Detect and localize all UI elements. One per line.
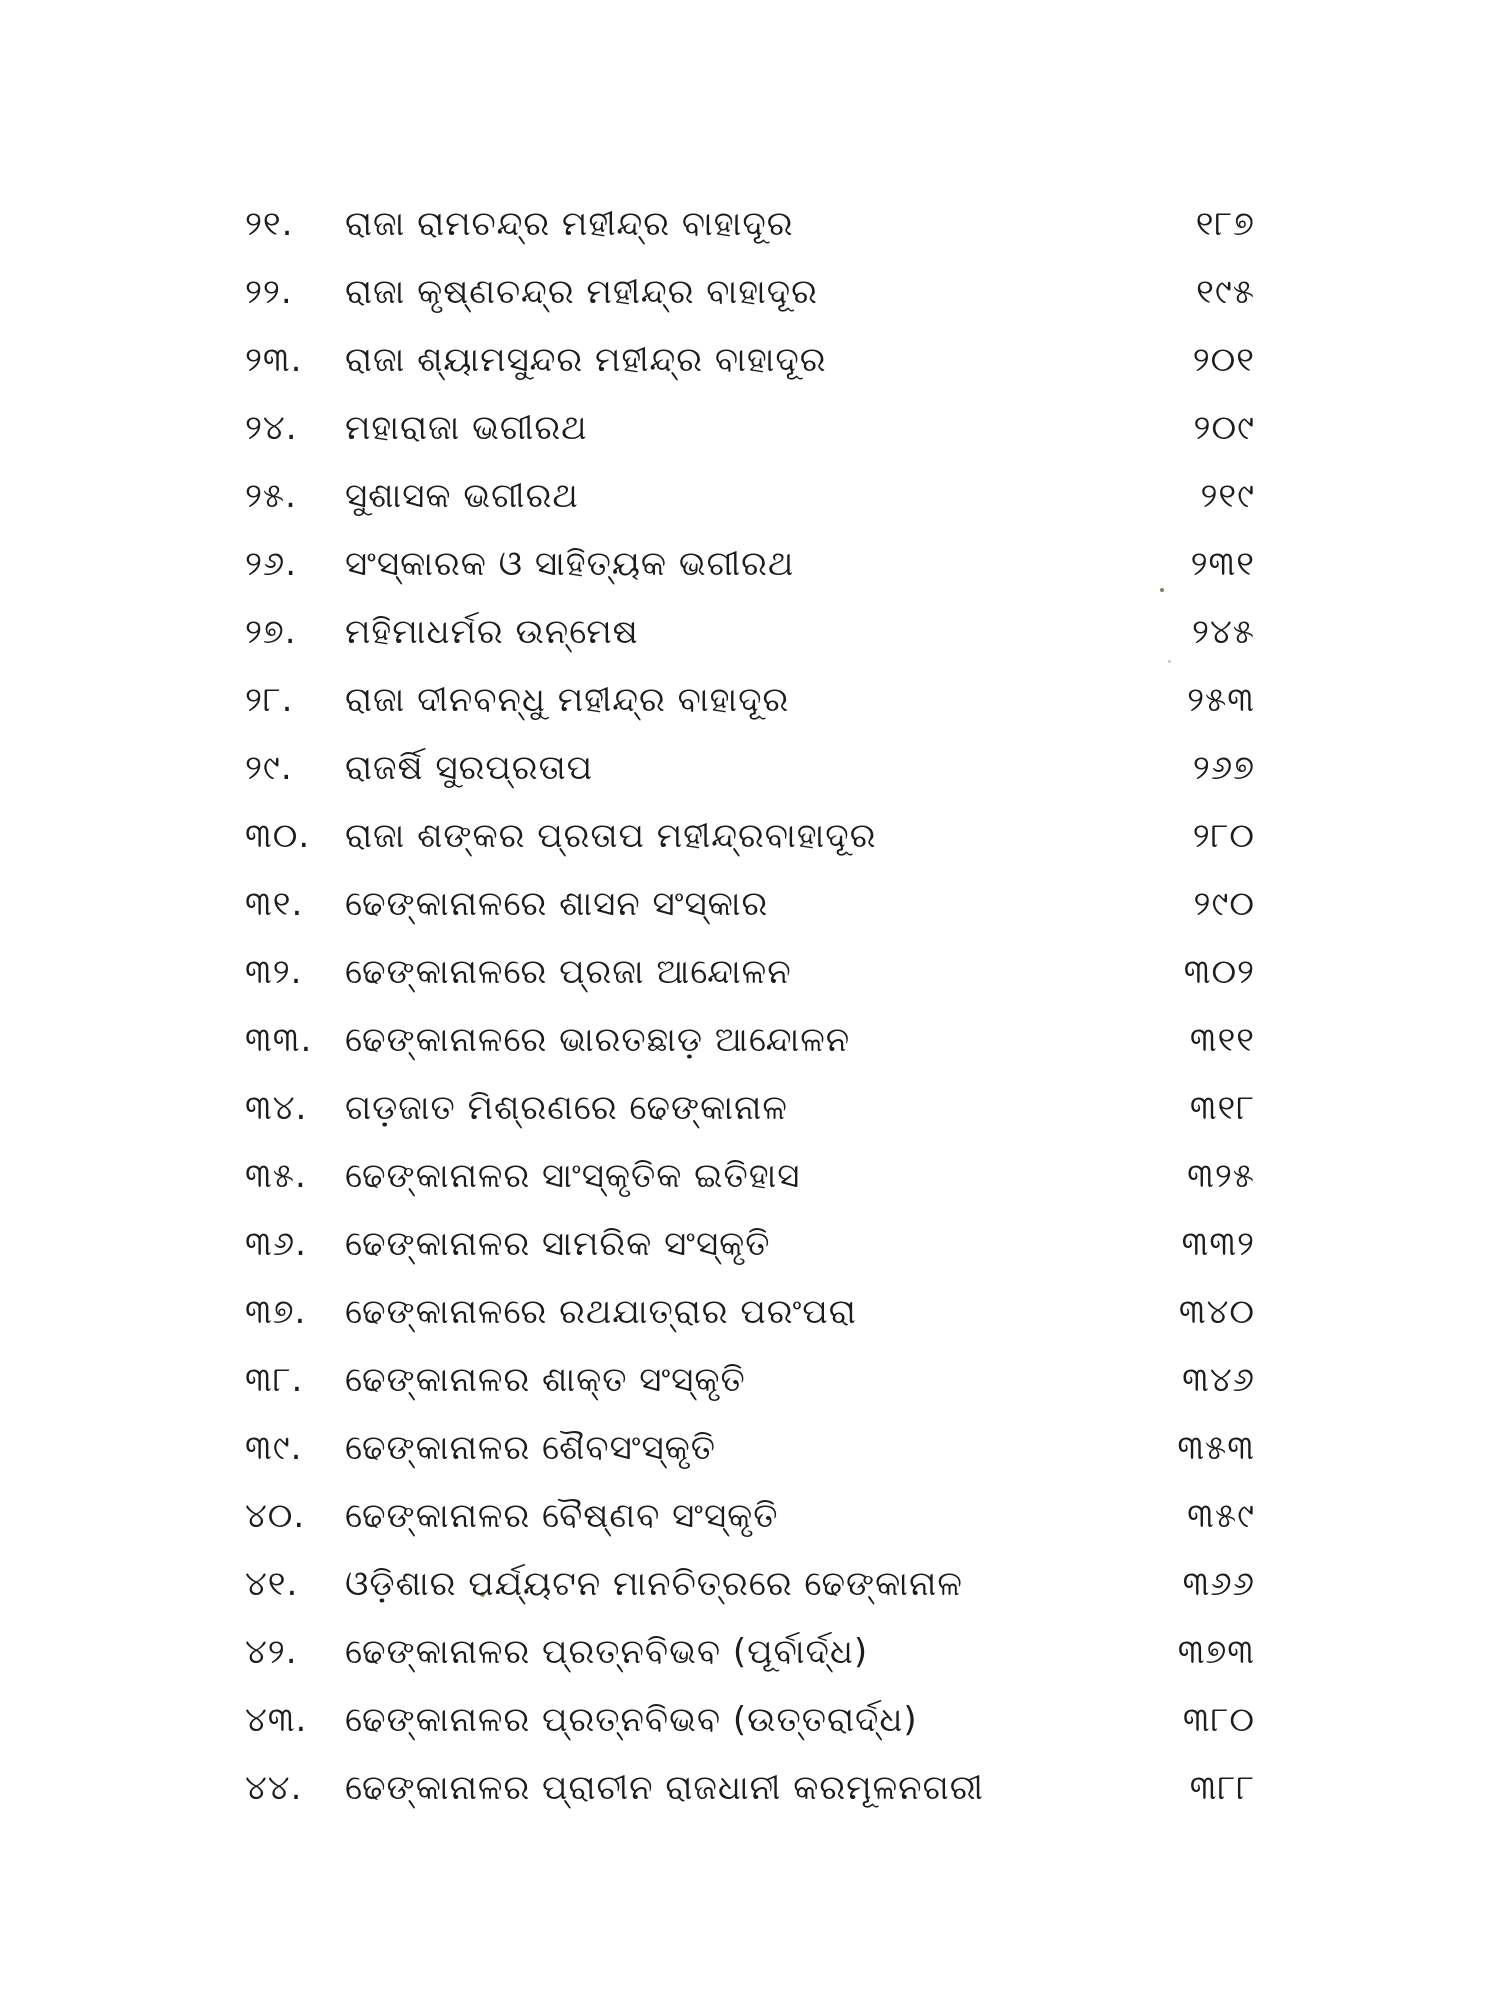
page-number: ୨୬୭ [1192,748,1255,788]
chapter-number: ୩୭. [245,1292,307,1332]
chapter-number: ୩୫. [245,1156,307,1196]
chapter-number: ୨୯. [245,748,293,788]
chapter-title: ଢେଙ୍କାନାଳରେ ରଥଯାତ୍ରାର ପରଂପରା [345,1292,857,1332]
toc-entry [245,1686,1265,1754]
chapter-title: ଗଡ଼ଜାତ ମିଶ୍ରଣରେ ଢେଙ୍କାନାଳ [345,1088,788,1128]
chapter-number: ୨୧. [245,204,294,244]
page-number: ୨୮୦ [1192,816,1255,856]
toc-entry [245,1482,1265,1550]
toc-entry [245,1006,1265,1074]
toc-entry [245,258,1265,326]
toc-entry [245,1346,1265,1414]
chapter-title: ଢେଙ୍କାନାଳର ପ୍ରତ୍ନବିଭବ (ଉତ୍ତରାର୍ଦ୍ଧ) [345,1700,918,1740]
page-number: ୨୦୧ [1192,340,1255,380]
page-number: ୩୨୫ [1187,1156,1255,1196]
chapter-title: ମହାରାଜା ଭଗୀରଥ [345,408,588,448]
chapter-number: ୪୧. [245,1564,299,1604]
page-number: ୩୮୦ [1182,1700,1255,1740]
toc-entry [245,938,1265,1006]
chapter-title: ରାଜା ରାମଚନ୍ଦ୍ର ମହୀନ୍ଦ୍ର ବାହାଦୂର [345,204,794,244]
page-number: ୩୩୨ [1181,1224,1255,1264]
chapter-number: ୨୪. [245,408,298,448]
page-number: ୨୯୦ [1193,884,1255,924]
chapter-title: ଢେଙ୍କାନାଳର ପ୍ରାଚୀନ ରାଜଧାନୀ କରମୂଳନଗରୀ [345,1768,984,1808]
page-number: ୨୫୩ [1187,680,1255,720]
page-number: ୩୧୮ [1189,1088,1255,1128]
toc-entry [245,462,1265,530]
chapter-title: ଢେଙ୍କାନାଳରେ ଶାସନ ସଂସ୍କାର [345,884,769,924]
page-number: ୩୪୬ [1182,1360,1255,1400]
chapter-number: ୨୭. [245,612,297,652]
chapter-title: ଢେଙ୍କାନାଳରେ ଭାରତଛାଡ଼ ଆନ୍ଦୋଳନ [345,1020,851,1060]
chapter-title: ଢେଙ୍କାନାଳର ଶାକ୍ତ ସଂସ୍କୃତି [345,1360,746,1400]
toc-entry [245,326,1265,394]
page-number: ୧୯୫ [1196,272,1255,312]
toc-entry [245,190,1265,258]
chapter-number: ୨୨. [245,272,293,312]
page-number: ୩୫୯ [1187,1496,1255,1536]
chapter-number: ୪୪. [245,1768,303,1808]
toc-entry [245,1550,1265,1618]
chapter-number: ୪୦. [245,1496,306,1536]
toc-entry [245,666,1265,734]
toc-entry [245,1414,1265,1482]
chapter-title: ସଂସ୍କାରକ ଓ ସାହିତ୍ୟକ ଭଗୀରଥ [345,544,795,584]
chapter-title: ଢେଙ୍କାନାଳର ଶୈବସଂସ୍କୃତି [345,1428,717,1468]
toc-entry [245,1618,1265,1686]
chapter-title: ଢେଙ୍କାନାଳର ବୈଷ୍ଣବ ସଂସ୍କୃତି [345,1496,779,1536]
page-number: ୩୪୦ [1178,1292,1255,1332]
table-of-contents [245,190,1265,1822]
page-number: ୧୮୭ [1195,204,1255,244]
page-number: ୨୧୯ [1200,476,1255,516]
chapter-number: ୩୬. [245,1224,307,1264]
toc-entry [245,734,1265,802]
chapter-title: ଢେଙ୍କାନାଳର ସାମରିକ ସଂସ୍କୃତି [345,1224,771,1264]
chapter-number: ୨୬. [245,544,298,584]
chapter-number: ୨୫. [245,476,297,516]
chapter-number: ୩୪. [245,1088,308,1128]
page-number: ୩୮୮ [1189,1768,1255,1808]
chapter-title: ମହିମାଧର୍ମର ଉନ୍ମେଷ [345,612,639,652]
chapter-title: ଓଡ଼ିଶାର ପର୍ଯ୍ୟଟନ ମାନଚିତ୍ରରେ ଢେଙ୍କାନାଳ [345,1564,963,1604]
chapter-title: ରାଜା ଶ୍ୟାମସୁନ୍ଦର ମହୀନ୍ଦ୍ର ବାହାଦୂର [345,340,827,380]
chapter-title: ଢେଙ୍କାନାଳରେ ପ୍ରଜା ଆନ୍ଦୋଳନ [345,952,792,992]
chapter-title: ଢେଙ୍କାନାଳର ସାଂସ୍କୃତିକ ଇତିହାସ [345,1156,801,1196]
chapter-title: ରାଜା ଦୀନବନ୍ଧୁ ମହୀନ୍ଦ୍ର ବାହାଦୂର [345,680,790,720]
chapter-number: ୩୮. [245,1360,304,1400]
chapter-title: ରାଜା ଶଙ୍କର ପ୍ରତାପ ମହୀନ୍ଦ୍ରବାହାଦୂର [345,816,877,856]
chapter-number: ୩୯. [245,1428,303,1468]
page-number: ୩୬୬ [1182,1564,1255,1604]
chapter-number: ୩୧. [245,884,304,924]
toc-entry [245,1278,1265,1346]
page-number: ୨୪୫ [1192,612,1255,652]
toc-entry [245,598,1265,666]
toc-entry [245,1210,1265,1278]
chapter-number: ୪୩. [245,1700,308,1740]
chapter-title: ରାଜା କୃଷ୍ଣଚନ୍ଦ୍ର ମହୀନ୍ଦ୍ର ବାହାଦୂର [345,272,818,312]
page-number: ୨୩୧ [1190,544,1255,584]
toc-entry [245,1142,1265,1210]
chapter-number: ୪୨. [245,1632,298,1672]
page-number: ୩୫୩ [1177,1428,1255,1468]
toc-entry [245,1074,1265,1142]
chapter-number: ୨୩. [245,340,303,380]
chapter-number: ୩୩. [245,1020,313,1060]
chapter-number: ୩୦. [245,816,311,856]
toc-entry [245,530,1265,598]
chapter-title: ଢେଙ୍କାନାଳର ପ୍ରତ୍ନବିଭବ (ପୂର୍ବାର୍ଦ୍ଧ) [345,1632,869,1672]
chapter-title: ସୁଶାସକ ଭଗୀରଥ [345,476,579,516]
toc-entry [245,870,1265,938]
page-number: ୨୦୯ [1193,408,1255,448]
page-number: ୩୦୨ [1183,952,1255,992]
page-number: ୩୧୧ [1189,1020,1255,1060]
chapter-number: ୨୮. [245,680,294,720]
toc-entry [245,394,1265,462]
toc-entry [245,1754,1265,1822]
chapter-title: ରାଜର୍ଷି ସୁରପ୍ରତାପ [345,748,594,788]
chapter-number: ୩୨. [245,952,303,992]
toc-entry [245,802,1265,870]
page-number: ୩୭୩ [1177,1632,1255,1672]
